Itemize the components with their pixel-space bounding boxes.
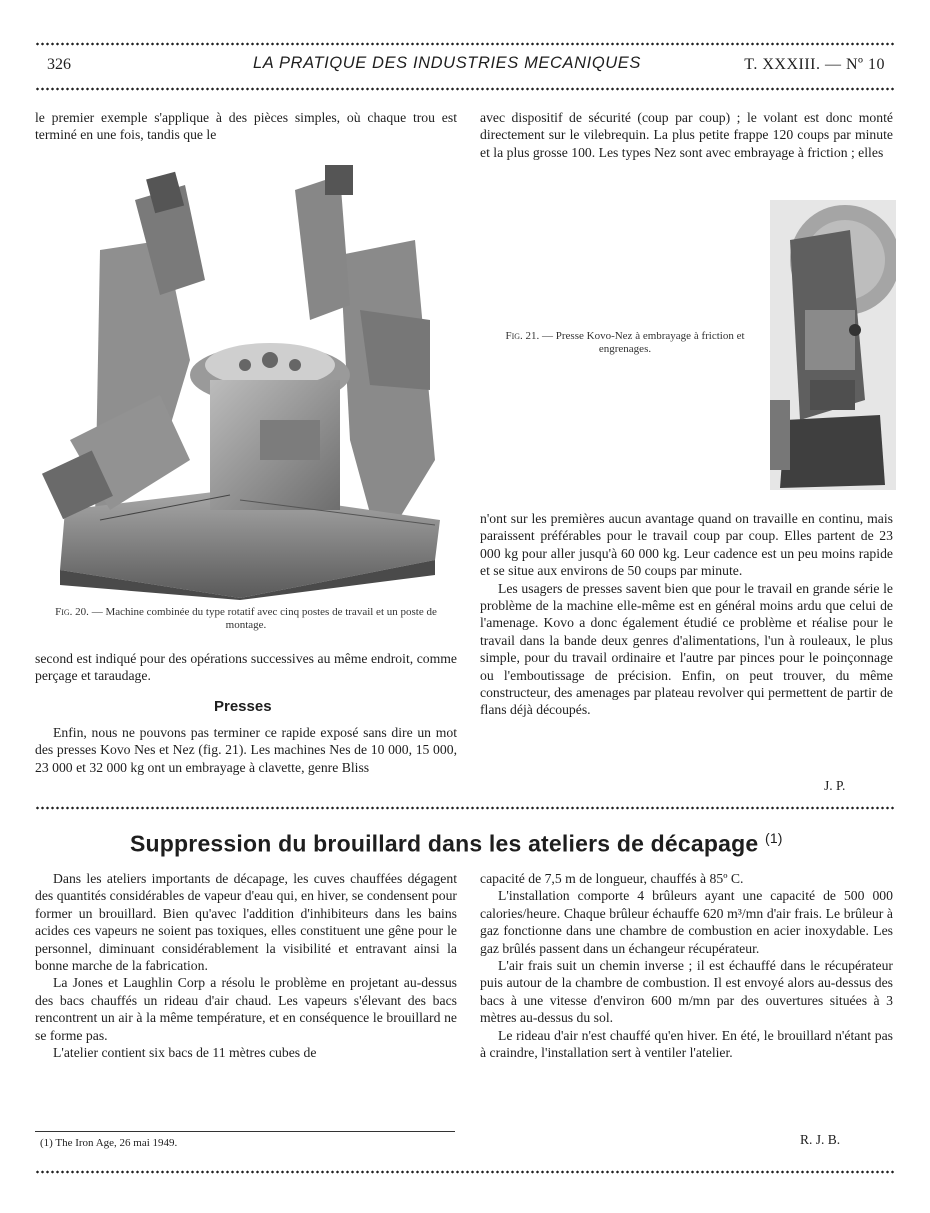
left-column-top-text (35, 109, 457, 144)
bottom-dotted-rule (35, 1170, 895, 1174)
paragraph: Enfin, nous ne pouvons pas terminer ce rapide exposé sans dire un mot des presses Kovo Nes et Nez (fig. 21). Les machines Nes de 10 000, 15 000, 23 000 et 32 000 kg ont un embrayage à clavette, genre Bliss (35, 725, 457, 775)
presses-paragraph (35, 724, 457, 776)
running-header (45, 54, 885, 78)
header-dotted-rule (35, 87, 895, 91)
paragraph: second est indiqué pour des opérations successives au même endroit, comme perçage et taraudage. (35, 651, 457, 684)
right-column-body (480, 510, 893, 719)
fig-20-label: Fig. 20. (55, 606, 89, 618)
paragraph: La Jones et Laughlin Corp a résolu le problème en projetant au-dessus des bacs chauffés un rideau d'air chaud. Les vapeurs s'élevant des bacs rencontrent un air à la même température, et en conséquence le brouillard ne se forme pas. (35, 975, 457, 1043)
paragraph: n'ont sur les premières aucun avantage quand on travaille en continu, mais paraissent préférables pour le travail coup par coup. Elles partent de 23 000 kg pour aller jusqu'à 60 000 kg. Leur cadence est un peu moins rapide et se situe aux environs de 50 coups par minute. (480, 511, 893, 579)
paragraph: capacité de 7,5 m de longueur, chauffés à 85º C. (480, 871, 744, 886)
signature-rjb: R. J. B. (800, 1132, 841, 1147)
fig-21-label: Fig. 21. (505, 330, 540, 342)
article-2-title (130, 830, 783, 858)
right-column-top-text (480, 109, 893, 161)
fig-21-text: — Presse Kovo-Nez à embrayage à friction et engrenages. (542, 330, 745, 355)
figure-20-caption (35, 606, 457, 632)
article-2-left-column (35, 870, 457, 1061)
paragraph: L'installation comporte 4 brûleurs ayant une capacité de 500 000 calories/heure. Chaque brûleur échauffe 620 m³/mn d'air frais. Le brûleur à gaz fonctionne dans une chambre de combustion en acier inoxydable. Les gaz brûlés passent dans un échangeur récupérateur. (480, 888, 893, 956)
article-2-right-column (480, 870, 893, 1061)
paragraph: Les usagers de presses savent bien que pour le travail en grande série le problème de la machine elle-même est en général moins ardu que celui de l'amenage. Kovo a donc également étudié ce problème et réalise pour le travail dans la bande deux genres d'alimentations, l'un à rouleaux, le plus simple, pour du travail ordinaire et l'autre par pinces pour le poinçonnage ou l'emboutissage de précision. Enfin, on peut trouver, du même constructeur, des amenages par plateau revolver qui permettent de partir de flans déjà découpés. (480, 580, 893, 718)
page-number: 326 (47, 56, 71, 73)
figure-21-press-image (770, 200, 896, 490)
top-dotted-rule (35, 42, 895, 46)
title-footnote-mark: (1) (764, 830, 783, 846)
paragraph: le premier exemple s'applique à des pièces simples, où chaque trou est terminé en une fois, tandis que le (35, 110, 457, 143)
article-separator-rule (35, 806, 895, 810)
paragraph: L'air frais suit un chemin inverse ; il est échauffé dans le récupérateur puis autour de la chambre de combustion. Il est envoyé alors au-dessus des bacs à une vitesse d'environ 600 m/mn par des ouvertures situées à 3 mètres au-dessus du sol. (480, 958, 893, 1026)
figure-20-rotary-machine-image (40, 160, 458, 600)
footnote-rule (35, 1131, 455, 1132)
fig-20-text: — Machine combinée du type rotatif avec cinq postes de travail et un poste de montage. (91, 606, 437, 631)
journal-title: LA PRATIQUE DES INDUSTRIES MECANIQUES (253, 54, 642, 72)
footnote: (1) The Iron Age, 26 mai 1949. (40, 1137, 178, 1149)
paragraph: avec dispositif de sécurité (coup par coup) ; le volant est donc monté directement sur le vilebrequin. La plus petite frappe 120 coups par minute et la plus grosse 100. Les types Nez sont avec embrayage à friction ; elles (480, 110, 893, 160)
left-column-after-figure (35, 650, 457, 685)
signature-jp: J. P. (824, 778, 846, 793)
volume-issue: T. XXXIII. — Nº 10 (744, 56, 885, 73)
paragraph: L'atelier contient six bacs de 11 mètres cubes de (53, 1045, 317, 1061)
title-text: Suppression du brouillard dans les ateliers de décapage (130, 830, 759, 857)
figure-21-caption (480, 330, 770, 356)
presses-subheading: Presses (214, 698, 272, 715)
paragraph: Dans les ateliers importants de décapage, les cuves chauffées dégagent des quantités considérables de vapeur d'eau qui, en hiver, se condensent pour former un brouillard. Bien qu'avec l'addition d'inhibiteurs dans les bains acides ces vapeurs ne soient pas toxiques, elles constituent une gêne pour le personnel, diminuant considérablement la visibilité et entravant ainsi la bonne marche de la fabrication. (35, 871, 457, 974)
paragraph: Le rideau d'air n'est chauffé qu'en hiver. En été, le brouillard n'étant pas à craindre, l'installation sert à ventiler l'atelier. (480, 1027, 893, 1061)
